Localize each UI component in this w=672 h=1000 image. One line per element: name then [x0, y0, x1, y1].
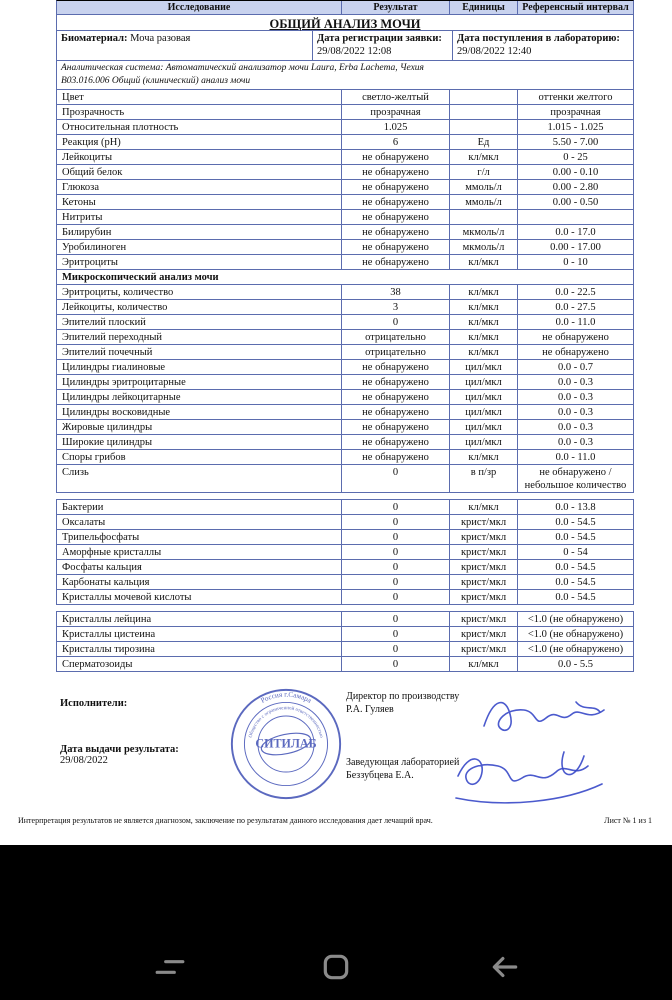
ref-cell: 1.015 - 1.025	[517, 120, 633, 134]
units-cell: мкмоль/л	[449, 240, 517, 254]
section-header-row	[56, 270, 634, 285]
report-title: ОБЩИЙ АНАЛИЗ МОЧИ	[269, 17, 421, 31]
param-cell: Кетоны	[62, 196, 96, 208]
param-cell: Оксалаты	[62, 516, 106, 528]
ref-cell: 0.00 - 2.80	[517, 180, 633, 194]
param-cell: Нитриты	[62, 211, 103, 223]
received-date-value: 29/08/2022 12:40	[457, 46, 532, 57]
disclaimer-row	[18, 816, 652, 826]
ref-cell: 5.50 - 7.00	[517, 135, 633, 149]
param-cell: Реакция (pH)	[62, 136, 121, 148]
result-cell: 38	[341, 285, 449, 299]
result-row	[56, 105, 634, 120]
param-cell: Цилиндры лейкоцитарные	[62, 391, 181, 403]
param-cell: Кристаллы цистеина	[62, 628, 156, 640]
ref-cell: <1.0 (не обнаружено)	[517, 627, 633, 641]
param-cell: Кристаллы лейцина	[62, 613, 152, 625]
result-row	[56, 180, 634, 195]
result-cell: не обнаружено	[341, 225, 449, 239]
ref-cell: 0.00 - 0.50	[517, 195, 633, 209]
lab-head-block	[346, 756, 459, 782]
param-cell: Цилиндры гиалиновые	[62, 361, 166, 373]
result-row	[56, 210, 634, 225]
ref-cell: не обнаружено / небольшое количество	[517, 465, 633, 492]
result-row	[56, 195, 634, 210]
param-cell: Фосфаты кальция	[62, 561, 142, 573]
units-cell	[449, 90, 517, 104]
units-cell: цил/мкл	[449, 435, 517, 449]
ref-cell: прозрачная	[517, 105, 633, 119]
result-cell: 0	[341, 500, 449, 514]
result-row	[56, 560, 634, 575]
ref-cell: 0.00 - 17.00	[517, 240, 633, 254]
ref-cell: 0.0 - 22.5	[517, 285, 633, 299]
report-info-row	[56, 31, 634, 61]
result-row	[56, 330, 634, 345]
param-cell: Широкие цилиндры	[62, 436, 153, 448]
ref-cell: 0.00 - 0.10	[517, 165, 633, 179]
result-cell: не обнаружено	[341, 255, 449, 269]
param-cell: Прозрачность	[62, 106, 125, 118]
sheet-number: Лист № 1 из 1	[604, 816, 652, 825]
units-cell: крист/мкл	[449, 612, 517, 626]
ref-cell: не обнаружено	[517, 330, 633, 344]
result-cell: 0	[341, 627, 449, 641]
param-cell: Жировые цилиндры	[62, 421, 153, 433]
ref-cell: 0.0 - 17.0	[517, 225, 633, 239]
result-row	[56, 405, 634, 420]
received-date-label: Дата поступления в лабораторию:	[457, 33, 620, 44]
issue-date-block	[60, 744, 179, 766]
result-row	[56, 135, 634, 150]
result-row	[56, 225, 634, 240]
param-cell: Цилиндры восковидные	[62, 406, 171, 418]
ref-cell: 0.0 - 54.5	[517, 590, 633, 604]
units-cell: кл/мкл	[449, 657, 517, 671]
table-header-row	[56, 0, 634, 15]
column-header-result: Результат	[341, 1, 449, 14]
director-name: Р.А. Гуляев	[346, 704, 394, 715]
biomaterial-label: Биоматериал:	[61, 33, 128, 44]
result-row	[56, 575, 634, 590]
recents-icon[interactable]	[154, 951, 186, 983]
ref-cell: 0.0 - 5.5	[517, 657, 633, 671]
units-cell: ммоль/л	[449, 180, 517, 194]
biomaterial-value: Моча разовая	[130, 33, 191, 44]
units-cell	[449, 120, 517, 134]
result-row	[56, 465, 634, 493]
ref-cell: 0.0 - 54.5	[517, 575, 633, 589]
units-cell: кл/мкл	[449, 450, 517, 464]
param-cell: Эритроциты	[62, 256, 118, 268]
received-date-cell	[452, 31, 633, 60]
ref-cell: 0.0 - 13.8	[517, 500, 633, 514]
result-row	[56, 345, 634, 360]
result-cell: 0	[341, 612, 449, 626]
result-cell: 0	[341, 545, 449, 559]
ref-cell: 0.0 - 0.3	[517, 375, 633, 389]
result-row	[56, 390, 634, 405]
param-cell: Эпителий переходный	[62, 331, 163, 343]
result-row	[56, 657, 634, 672]
ref-cell: 0.0 - 27.5	[517, 300, 633, 314]
report-title-row	[56, 15, 634, 31]
stamp-ring-top-text: Россия г.Самара	[259, 690, 313, 705]
ref-cell: 0.0 - 54.5	[517, 560, 633, 574]
param-cell: Слизь	[62, 466, 89, 478]
ref-cell: 0 - 25	[517, 150, 633, 164]
result-cell: 0	[341, 575, 449, 589]
biomaterial-cell	[57, 31, 312, 60]
result-row	[56, 360, 634, 375]
android-nav-bar	[0, 845, 672, 1000]
ref-cell: 0.0 - 11.0	[517, 315, 633, 329]
result-cell: не обнаружено	[341, 150, 449, 164]
result-row	[56, 435, 634, 450]
param-cell: Билирубин	[62, 226, 112, 238]
ref-cell: <1.0 (не обнаружено)	[517, 642, 633, 656]
result-row	[56, 315, 634, 330]
units-cell: крист/мкл	[449, 545, 517, 559]
result-row	[56, 300, 634, 315]
units-cell: крист/мкл	[449, 642, 517, 656]
units-cell: кл/мкл	[449, 345, 517, 359]
result-cell: 0	[341, 590, 449, 604]
param-cell: Аморфные кристаллы	[62, 546, 162, 558]
result-cell: 0	[341, 315, 449, 329]
units-cell: г/л	[449, 165, 517, 179]
test-code-line: B03.016.006 Общий (клинический) анализ мочи	[61, 76, 251, 86]
units-cell: цил/мкл	[449, 405, 517, 419]
issue-date-label: Дата выдачи результата:	[60, 744, 179, 755]
result-cell: 0	[341, 515, 449, 529]
column-header-study: Исследование	[167, 2, 231, 13]
param-cell: Эпителий почечный	[62, 346, 153, 358]
param-cell: Эпителий плоский	[62, 316, 146, 328]
result-cell: не обнаружено	[341, 180, 449, 194]
section-title: Микроскопический анализ мочи	[62, 271, 219, 283]
ref-cell: 0.0 - 54.5	[517, 530, 633, 544]
result-row	[56, 150, 634, 165]
result-row	[56, 450, 634, 465]
result-cell: отрицательно	[341, 345, 449, 359]
ref-cell: 0.0 - 0.3	[517, 390, 633, 404]
report-table	[56, 0, 634, 812]
director-block	[346, 690, 459, 716]
ref-cell: не обнаружено	[517, 345, 633, 359]
units-cell: цил/мкл	[449, 360, 517, 374]
result-row	[56, 375, 634, 390]
ref-cell: 0.0 - 0.3	[517, 405, 633, 419]
units-cell: в п/зр	[449, 465, 517, 492]
lab-head-title: Заведующая лабораторией	[346, 757, 460, 768]
result-row	[56, 627, 634, 642]
result-cell: не обнаружено	[341, 420, 449, 434]
lab-stamp	[228, 686, 344, 802]
param-cell: Относительная плотность	[62, 121, 179, 133]
units-cell: кл/мкл	[449, 500, 517, 514]
units-cell: кл/мкл	[449, 150, 517, 164]
ref-cell: 0 - 10	[517, 255, 633, 269]
result-cell: 0	[341, 560, 449, 574]
ref-cell: <1.0 (не обнаружено)	[517, 612, 633, 626]
analytical-system-line: Аналитическая система: Автоматический анализатор мочи Laura, Erba Lachema, Чехия	[61, 63, 424, 73]
param-cell: Кристаллы тирозина	[62, 643, 155, 655]
stamp-ring-inner-text: Общество с ограниченной ответственностью	[248, 706, 324, 739]
director-signature	[476, 684, 626, 744]
units-cell: кл/мкл	[449, 315, 517, 329]
param-cell: Сперматозоиды	[62, 658, 133, 670]
result-cell: отрицательно	[341, 330, 449, 344]
units-cell: крист/мкл	[449, 515, 517, 529]
result-row	[56, 642, 634, 657]
result-cell: не обнаружено	[341, 240, 449, 254]
param-cell: Общий белок	[62, 166, 123, 178]
back-icon[interactable]	[489, 951, 521, 983]
result-row	[56, 255, 634, 270]
param-cell: Карбонаты кальция	[62, 576, 150, 588]
ref-cell	[517, 210, 633, 224]
result-row	[56, 530, 634, 545]
units-cell: крист/мкл	[449, 590, 517, 604]
ref-cell: 0 - 54	[517, 545, 633, 559]
result-cell: светло-желтый	[341, 90, 449, 104]
ref-cell: 0.0 - 54.5	[517, 515, 633, 529]
units-cell: ммоль/л	[449, 195, 517, 209]
result-row	[56, 515, 634, 530]
ref-cell: 0.0 - 0.3	[517, 420, 633, 434]
executors-label: Исполнители:	[60, 698, 128, 709]
result-cell: не обнаружено	[341, 450, 449, 464]
result-cell: 3	[341, 300, 449, 314]
units-cell: крист/мкл	[449, 560, 517, 574]
disclaimer-text: Интерпретация результатов не является диагнозом, заключение по результатам данного исследования дает лечащий врач.	[18, 816, 433, 825]
param-cell: Эритроциты, количество	[62, 286, 174, 298]
lab-head-signature	[444, 742, 614, 812]
result-cell: 0	[341, 465, 449, 492]
units-cell: цил/мкл	[449, 420, 517, 434]
stamp-center-text: СИТИЛАБ	[255, 736, 317, 751]
column-header-units: Единицы	[449, 1, 517, 14]
result-row	[56, 590, 634, 605]
result-cell: 1.025	[341, 120, 449, 134]
result-cell: не обнаружено	[341, 165, 449, 179]
units-cell: кл/мкл	[449, 255, 517, 269]
result-cell: 6	[341, 135, 449, 149]
registration-date-value: 29/08/2022 12:08	[317, 46, 392, 57]
param-cell: Кристаллы мочевой кислоты	[62, 591, 192, 603]
result-cell: не обнаружено	[341, 390, 449, 404]
registration-date-cell	[312, 31, 452, 60]
result-row	[56, 285, 634, 300]
param-cell: Споры грибов	[62, 451, 126, 463]
result-row	[56, 545, 634, 560]
result-row	[56, 499, 634, 515]
result-row	[56, 611, 634, 627]
units-cell: крист/мкл	[449, 575, 517, 589]
param-cell: Глюкоза	[62, 181, 99, 193]
result-cell: 0	[341, 657, 449, 671]
units-cell: цил/мкл	[449, 390, 517, 404]
units-cell: Ед	[449, 135, 517, 149]
director-title: Директор по производству	[346, 691, 460, 702]
param-cell: Бактерии	[62, 501, 104, 513]
ref-cell: 0.0 - 0.7	[517, 360, 633, 374]
result-cell: не обнаружено	[341, 375, 449, 389]
units-cell: кл/мкл	[449, 300, 517, 314]
units-cell: цил/мкл	[449, 375, 517, 389]
result-cell: не обнаружено	[341, 405, 449, 419]
units-cell: кл/мкл	[449, 330, 517, 344]
ref-cell: 0.0 - 0.3	[517, 435, 633, 449]
units-cell: крист/мкл	[449, 627, 517, 641]
result-row	[56, 120, 634, 135]
units-cell	[449, 105, 517, 119]
column-header-ref: Референсный интервал	[517, 1, 633, 14]
result-cell: 0	[341, 642, 449, 656]
result-row	[56, 165, 634, 180]
param-cell: Цилиндры эритроцитарные	[62, 376, 186, 388]
result-cell: не обнаружено	[341, 360, 449, 374]
result-cell: не обнаружено	[341, 435, 449, 449]
units-cell: мкмоль/л	[449, 225, 517, 239]
lab-head-name: Беззубцева Е.А.	[346, 770, 414, 781]
param-cell: Лейкоциты, количество	[62, 301, 168, 313]
result-row	[56, 420, 634, 435]
param-cell: Цвет	[62, 91, 84, 103]
param-cell: Уробилиноген	[62, 241, 127, 253]
analytical-system-block	[56, 61, 634, 90]
ref-cell: оттенки желтого	[517, 90, 633, 104]
issue-date-value: 29/08/2022	[60, 755, 108, 766]
units-cell: кл/мкл	[449, 285, 517, 299]
param-cell: Лейкоциты	[62, 151, 113, 163]
result-cell: 0	[341, 530, 449, 544]
result-cell: прозрачная	[341, 105, 449, 119]
home-icon[interactable]	[320, 951, 352, 983]
units-cell: крист/мкл	[449, 530, 517, 544]
result-row	[56, 240, 634, 255]
result-cell: не обнаружено	[341, 195, 449, 209]
ref-cell: 0.0 - 11.0	[517, 450, 633, 464]
units-cell	[449, 210, 517, 224]
result-row	[56, 90, 634, 105]
report-footer	[56, 672, 634, 812]
param-cell: Трипельфосфаты	[62, 531, 140, 543]
result-cell: не обнаружено	[341, 210, 449, 224]
registration-date-label: Дата регистрации заявки:	[317, 33, 442, 44]
results-table-body	[56, 90, 634, 672]
